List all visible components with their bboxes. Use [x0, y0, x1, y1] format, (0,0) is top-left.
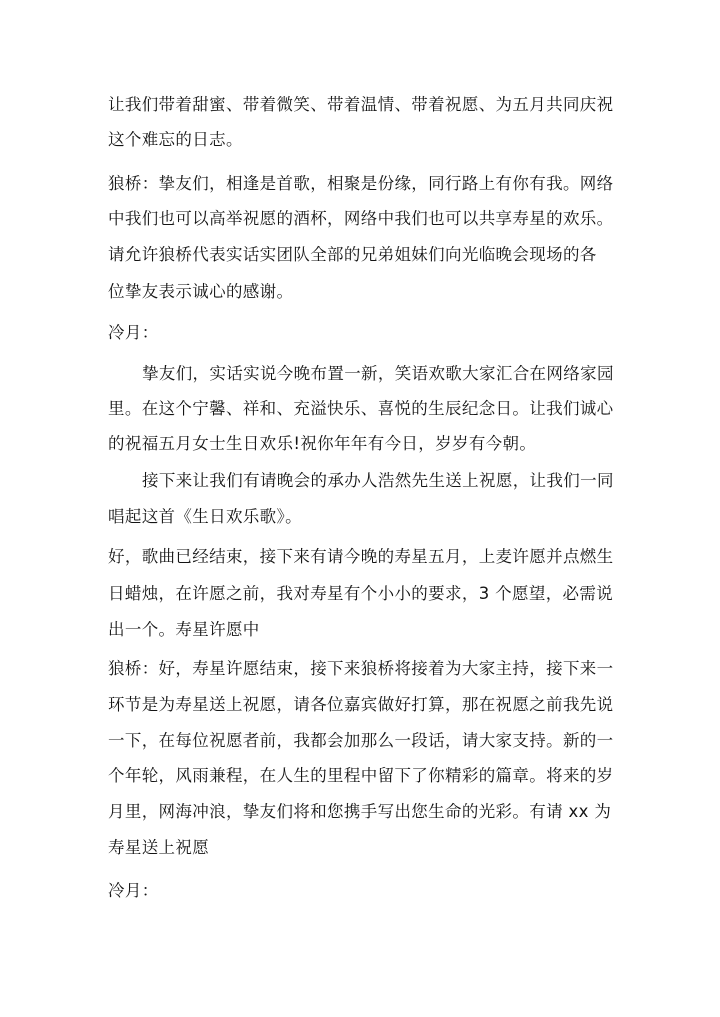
text-line: 让我们带着甜蜜、带着微笑、带着温情、带着祝愿、为五月共同庆祝: [108, 95, 614, 114]
text-line: 这个难忘的日志。: [108, 130, 243, 149]
text-line: 狼桥：挚友们，相逢是首歌，相聚是份缘，同行路上有你有我。网络: [108, 174, 614, 193]
text-line: 请允许狼桥代表实话实团队全部的兄弟姐妹们向光临晚会现场的各: [108, 245, 597, 264]
text-line: 环节是为寿星送上祝愿，请各位嘉宾做好打算，那在祝愿之前我先说: [108, 695, 614, 714]
text-line: 中我们也可以高举祝愿的酒杯，网络中我们也可以共享寿星的欢乐。: [108, 209, 614, 228]
text-line: 出一个。寿星许愿中: [108, 620, 260, 639]
text-line: 位挚友表示诚心的感谢。: [108, 282, 294, 301]
text-line: 个年轮，风雨兼程，在人生的里程中留下了你精彩的篇章。将来的岁: [108, 766, 614, 785]
text-line: 唱起这首《生日欢乐歌》。: [108, 507, 302, 526]
text-line: 寿星送上祝愿: [108, 838, 210, 857]
text-line: 一下，在每位祝愿者前，我都会加那么一段话，请大家支持。新的一: [108, 731, 614, 750]
text-line: 日蜡烛，在许愿之前，我对寿星有个小小的要求，3 个愿望，必需说: [108, 584, 614, 603]
text-line: 里。在这个宁馨、祥和、充溢快乐、喜悦的生辰纪念日。让我们诚心: [108, 399, 614, 418]
text-line: 狼桥：好，寿星许愿结束，接下来狼桥将接着为大家主持，接下来一: [108, 659, 614, 678]
text-line: 的祝福五月女士生日欢乐!祝你年年有今日，岁岁有今朝。: [108, 434, 537, 453]
speaker-label: 冷月：: [108, 323, 159, 342]
text-line: 接下来让我们有请晚会的承办人浩然先生送上祝愿，让我们一同: [142, 471, 614, 490]
speaker-label: 冷月：: [108, 881, 159, 900]
text-line: 挚友们，实话实说今晚布置一新，笑语欢歌大家汇合在网络家园: [142, 364, 614, 383]
text-line: 好，歌曲已经结束，接下来有请今晚的寿星五月，上麦许愿并点燃生: [108, 547, 614, 566]
text-line: 月里，网海冲浪，挚友们将和您携手写出您生命的光彩。有请 xx 为: [108, 802, 612, 821]
